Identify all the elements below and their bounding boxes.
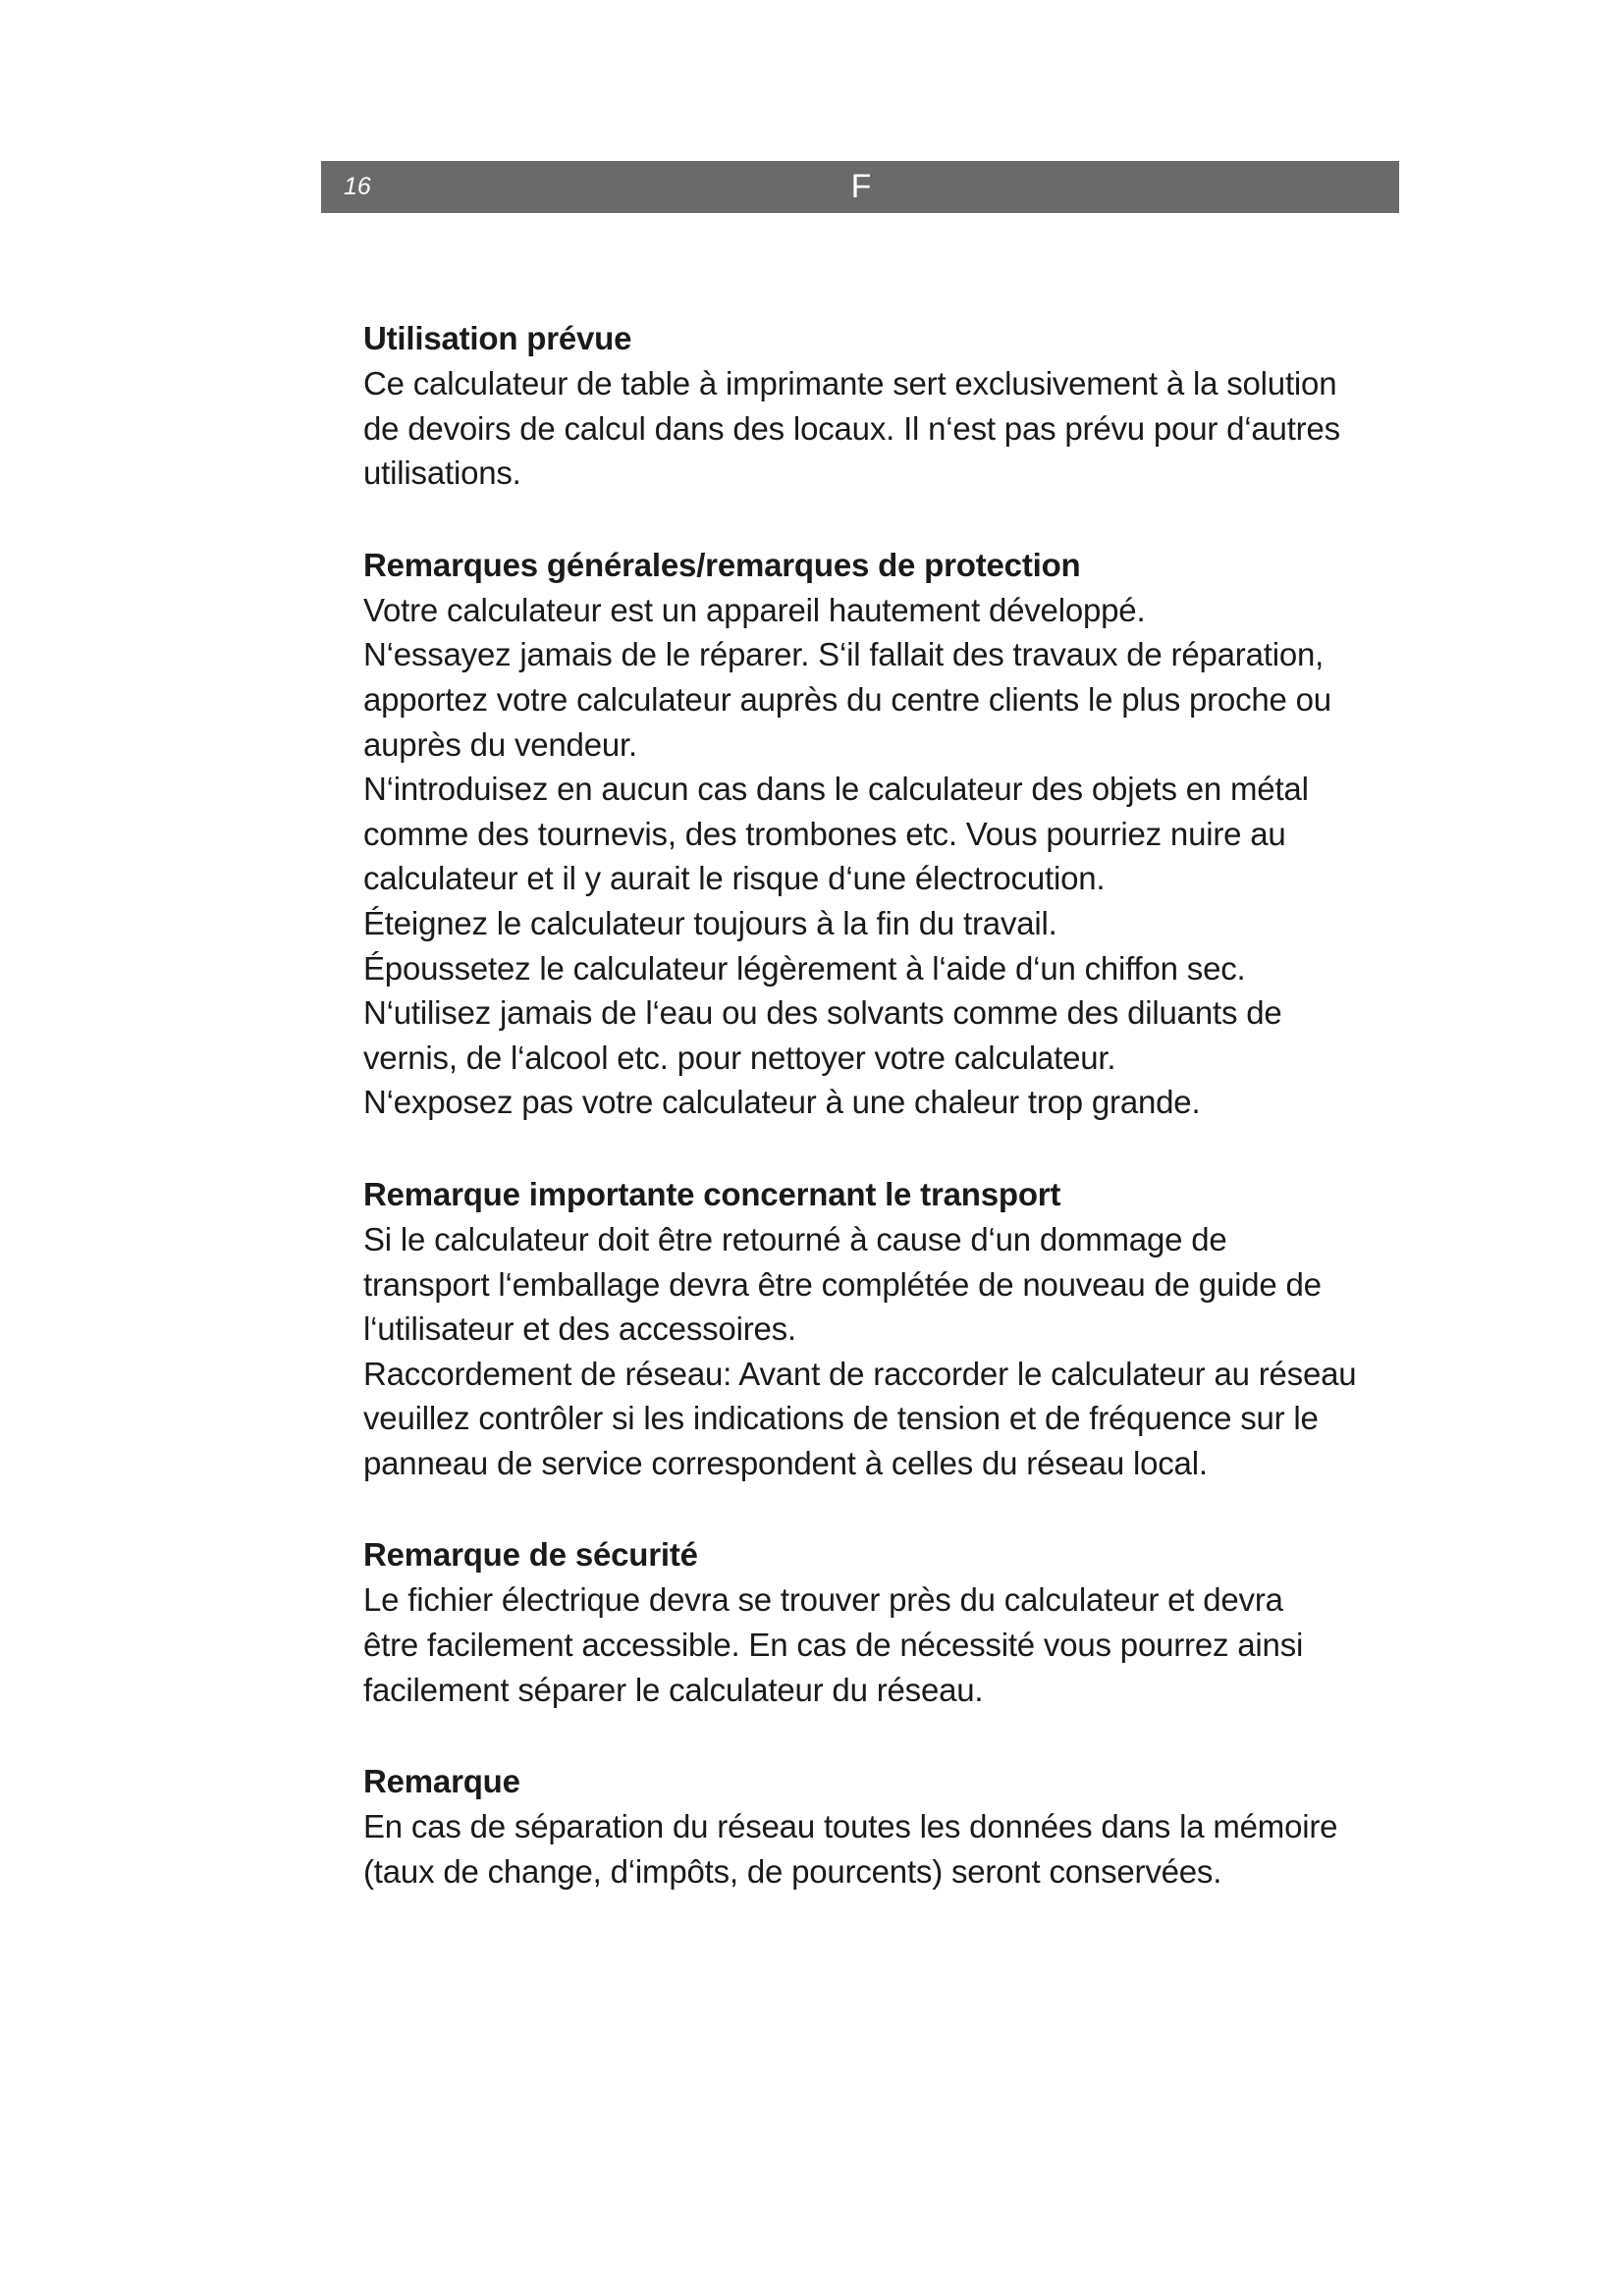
- paragraph-line: veuillez contrôler si les indications de tension et de fréquence sur le: [363, 1400, 1319, 1437]
- document-body: [363, 316, 1384, 1941]
- paragraph-line: apportez votre calculateur auprès du centre clients le plus proche ou: [363, 680, 1331, 718]
- section-general-remarks: [363, 543, 1384, 1125]
- section-heading: Remarques générales/remarques de protection: [363, 546, 1081, 583]
- paragraph-line: auprès du vendeur.: [363, 725, 637, 763]
- paragraph-line: de devoirs de calcul dans des locaux. Il n‘est pas prévu pour d‘autres: [363, 409, 1340, 447]
- paragraph-line: Votre calculateur est un appareil hautement développé.: [363, 591, 1146, 628]
- paragraph-line: panneau de service correspondent à celles du réseau local.: [363, 1444, 1208, 1481]
- section-intended-use: [363, 316, 1384, 496]
- section-safety-notice: [363, 1532, 1384, 1712]
- paragraph-line: N‘utilisez jamais de l‘eau ou des solvants comme des diluants de: [363, 994, 1282, 1032]
- paragraph-line: transport l‘emballage devra être complétée de nouveau de guide de: [363, 1265, 1322, 1303]
- section-remark: [363, 1759, 1384, 1894]
- paragraph-line: comme des tournevis, des trombones etc. Vous pourriez nuire au: [363, 815, 1286, 852]
- section-heading: Remarque de sécurité: [363, 1536, 698, 1574]
- paragraph-line: utilisations.: [363, 454, 521, 492]
- paragraph-line: N‘exposez pas votre calculateur à une chaleur trop grande.: [363, 1084, 1201, 1121]
- section-heading: Remarque importante concernant le transport: [363, 1175, 1061, 1212]
- paragraph-line: Ce calculateur de table à imprimante sert exclusivement à la solution: [363, 365, 1337, 401]
- paragraph-line: Le fichier électrique devra se trouver près du calculateur et devra: [363, 1581, 1283, 1619]
- page-number: 16: [344, 173, 371, 200]
- paragraph-line: Si le calculateur doit être retourné à cause d‘un dommage de: [363, 1220, 1227, 1257]
- paragraph-line: Époussetez le calculateur légèrement à l‘aide d‘un chiffon sec.: [363, 949, 1246, 987]
- paragraph-line: N‘essayez jamais de le réparer. S‘il fallait des travaux de réparation,: [363, 636, 1325, 673]
- paragraph-line: facilement séparer le calculateur du réseau.: [363, 1671, 984, 1708]
- paragraph-line: calculateur et il y aurait le risque d‘une électrocution.: [363, 860, 1106, 897]
- section-transport-notice: [363, 1172, 1384, 1486]
- paragraph-line: (taux de change, d‘impôts, de pourcents) seront conservées.: [363, 1852, 1222, 1890]
- paragraph-line: l‘utilisateur et des accessoires.: [363, 1310, 796, 1348]
- page-header-bar: [321, 161, 1399, 213]
- language-code: F: [850, 168, 872, 205]
- section-heading: Remarque: [363, 1763, 520, 1800]
- paragraph-line: Éteignez le calculateur toujours à la fin du travail.: [363, 904, 1057, 941]
- paragraph-line: être facilement accessible. En cas de nécessité vous pourrez ainsi: [363, 1627, 1304, 1664]
- section-heading: Utilisation prévue: [363, 320, 632, 356]
- paragraph-line: vernis, de l‘alcool etc. pour nettoyer votre calculateur.: [363, 1039, 1116, 1076]
- paragraph-line: En cas de séparation du réseau toutes les données dans la mémoire: [363, 1808, 1338, 1845]
- paragraph-line: Raccordement de réseau: Avant de raccorder le calculateur au réseau: [363, 1355, 1357, 1392]
- paragraph-line: N‘introduisez en aucun cas dans le calculateur des objets en métal: [363, 771, 1309, 808]
